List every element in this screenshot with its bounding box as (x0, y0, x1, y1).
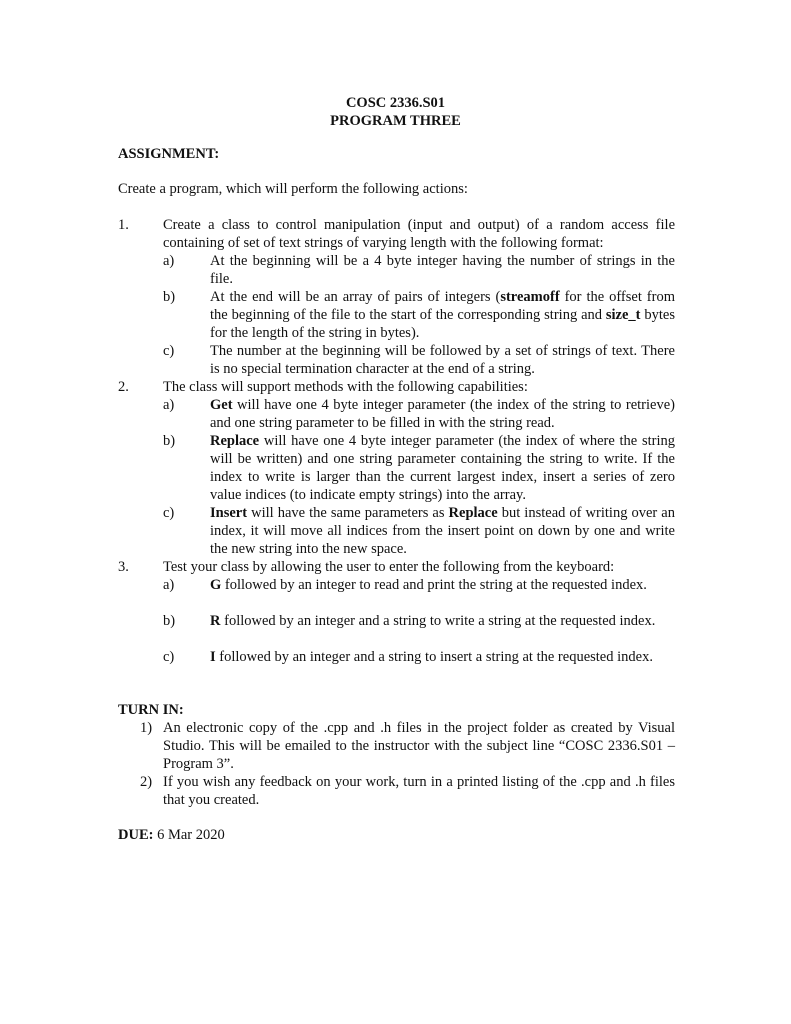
subitem-letter: b) (163, 613, 176, 629)
subitem-letter: b) (163, 289, 176, 305)
item-text: Create a class to control manipulation (input and output) of a random access file containing of set of text strings of varying length with the following format: (163, 217, 675, 251)
due-label: DUE: (118, 827, 154, 843)
turn-in-text: If you wish any feedback on your work, turn in a printed listing of the .cpp and .h files that you created. (163, 774, 675, 808)
subitem-text: At the beginning will be a 4 byte integer having the number of strings in the file. (210, 253, 675, 287)
item-number: 1. (118, 217, 129, 233)
subitem-text: R followed by an integer and a string to write a string at the requested index. (210, 613, 656, 629)
turn-in-number: 1) (140, 720, 153, 736)
size-t-term: size_t (605, 307, 641, 323)
get-method: Get (210, 397, 233, 413)
replace-method: Replace (210, 433, 260, 449)
assignment-heading: ASSIGNMENT: (118, 146, 220, 162)
course-title: COSC 2336.S01 (345, 95, 446, 111)
subitem-text: At the end will be an array of pairs of integers (streamoff for the offset from the beginning of the file to the start of the corresponding string and size_t bytes for the length of the string in bytes). (210, 289, 675, 341)
subitem-letter: c) (163, 505, 175, 521)
insert-method: Insert (210, 505, 248, 521)
r-command: R (210, 613, 221, 629)
turn-in-text: An electronic copy of the .cpp and .h files in the project folder as created by Visual Studio. This will be emailed to the instructor with the subject line “COSC 2336.S01 – Program 3”. (163, 720, 675, 772)
subitem-letter: c) (163, 649, 175, 665)
item-text: Test your class by allowing the user to enter the following from the keyboard: (163, 559, 615, 575)
subitem-letter: a) (163, 577, 175, 593)
item-number: 2. (118, 379, 129, 395)
subitem-text: I followed by an integer and a string to insert a string at the requested index. (210, 649, 653, 665)
due-date: 6 Mar 2020 (157, 827, 225, 843)
assignment-intro: Create a program, which will perform the following actions: (118, 181, 468, 197)
subitem-letter: c) (163, 343, 175, 359)
subitem-text: The number at the beginning will be followed by a set of strings of text. There is no special termination character at the end of a string. (210, 343, 675, 377)
subitem-text: G followed by an integer to read and print the string at the requested index. (210, 577, 647, 593)
item-number: 3. (118, 559, 129, 575)
subitem-letter: a) (163, 253, 175, 269)
turn-in-number: 2) (140, 774, 153, 790)
subitem-letter: b) (163, 433, 176, 449)
subitem-text: Get will have one 4 byte integer parameter (the index of the string to retrieve) and one string parameter to be filled in with the string read. (210, 397, 675, 431)
i-command: I (210, 649, 216, 665)
turn-in-heading: TURN IN: (118, 702, 184, 718)
due-line (118, 826, 225, 844)
program-title: PROGRAM THREE (330, 113, 461, 129)
replace-ref: Replace (448, 505, 498, 521)
subitem-text: Replace will have one 4 byte integer parameter (the index of where the string will be written) and one string parameter containing the string to write. If the index to write is larger than the current largest index, insert a series of zero value indices (to indicate empty strings) into the array. (210, 433, 675, 503)
subitem-letter: a) (163, 397, 175, 413)
subitem-text: Insert will have the same parameters as Replace but instead of writing over an index, it will move all indices from the insert point on down by one and write the new string into the new space. (210, 505, 675, 557)
g-command: G (210, 577, 222, 593)
item-text: The class will support methods with the following capabilities: (163, 379, 528, 395)
streamoff-term: streamoff (500, 289, 560, 305)
